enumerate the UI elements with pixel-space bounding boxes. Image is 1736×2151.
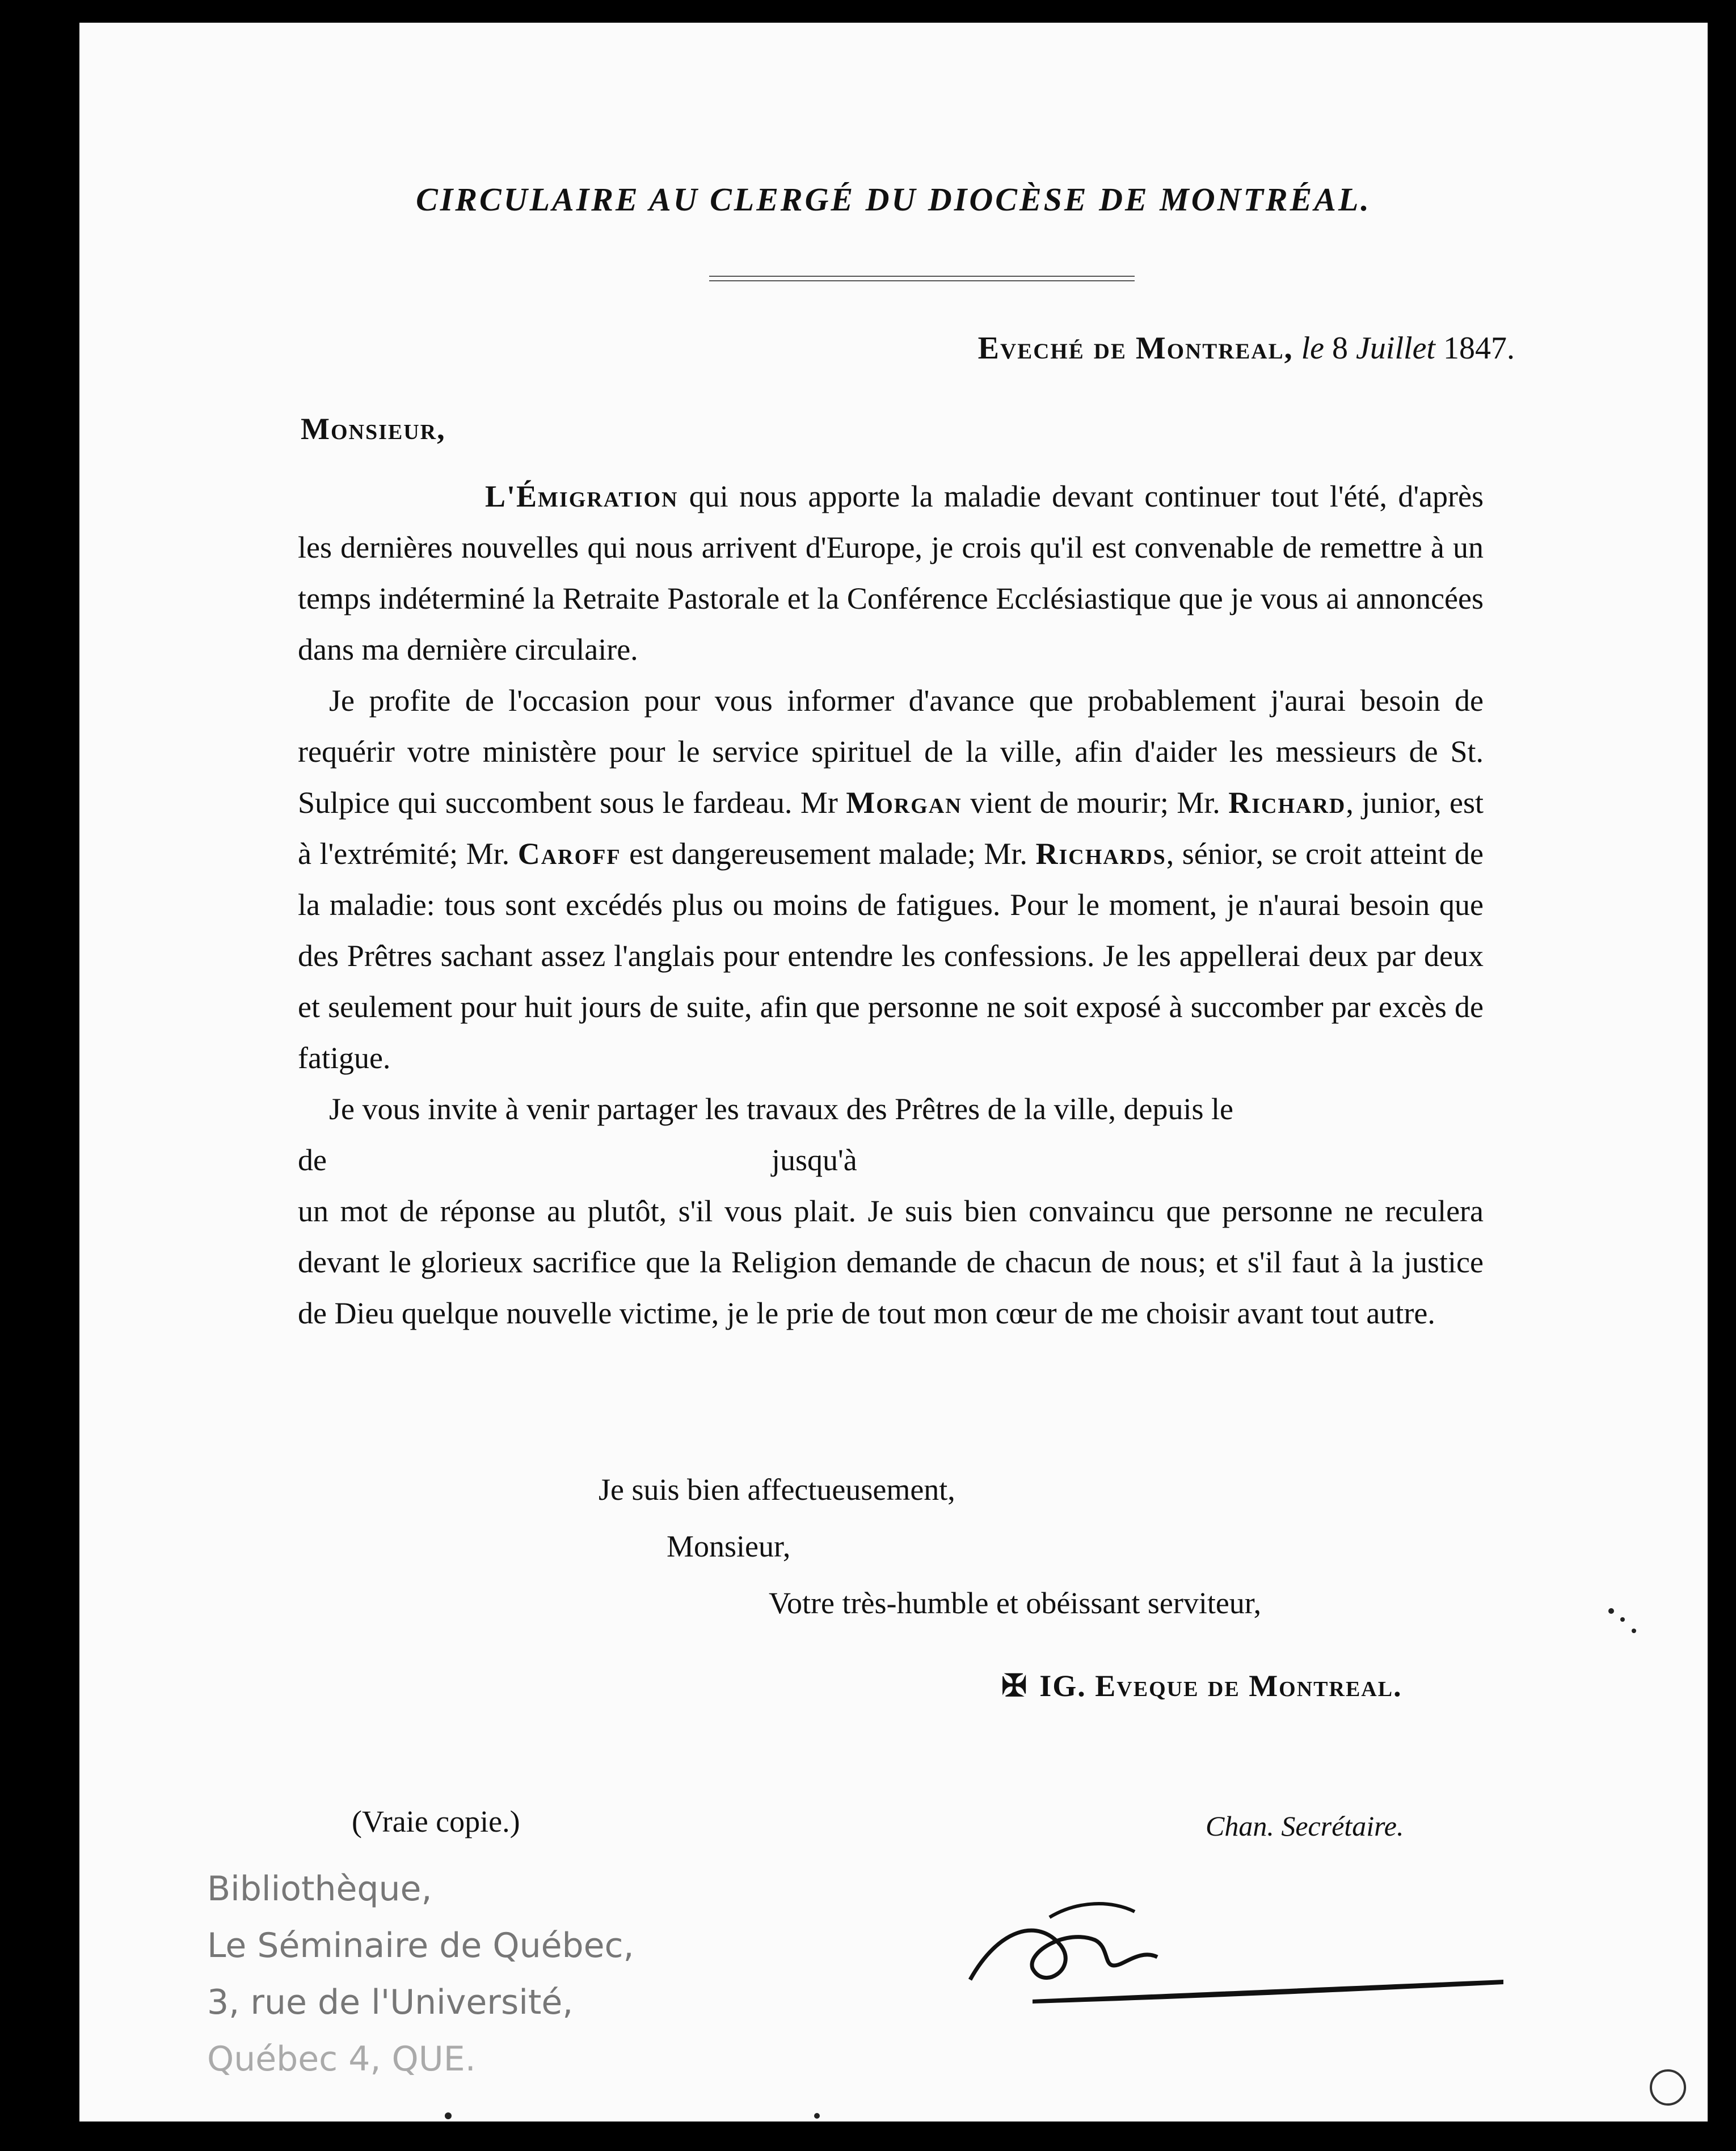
dateline-year: 1847. (1443, 331, 1515, 366)
bishop-signature: IG. Eveque de Montreal. (1039, 1669, 1402, 1703)
closing-line-1: Je suis bien affectueusement, (599, 1473, 955, 1507)
stamp-line-4: Québec 4, QUE. (207, 2039, 476, 2079)
name-richards: Richards (1035, 837, 1166, 871)
dateline-month: Juillet (1356, 331, 1435, 366)
paragraph-3-line-1: Je vous invite à venir partager les travaux des Prêtres de la ville, depuis le (329, 1092, 1233, 1126)
dateline-place: Eveché de Montreal, (977, 331, 1293, 366)
paragraph-2-text-e: , sénior, se croit atteint de la maladie: tous sont excédés plus ou moins de fatigues. Pour le moment, je n'aurai besoin que des Prêtres sachant assez l'anglais pour entendre les confessions. Je les appellerai deux par deux et seulement pour huit jours de suite, afin que personne ne soit exposé à succomber par excès de fatigue. (298, 837, 1484, 1075)
name-caroff: Caroff (517, 837, 621, 871)
paragraph-2-text-d: est dangereusement malade; Mr. (621, 837, 1036, 871)
emigration-lead-word: L'Émigration (485, 479, 679, 513)
dateline-le: le (1301, 331, 1325, 366)
closing-line-2: Monsieur, (667, 1529, 791, 1563)
paper-speck-marks (79, 23, 1708, 2122)
dateline-day: 8 (1332, 331, 1349, 366)
secretary-title: Chan. Secrétaire. (1206, 1810, 1404, 1842)
paragraph-2-text-a: Je profite de l'occasion pour vous informer d'avance que probablement j'aurai besoin de requérir votre ministère pour le service spirituel de la ville, afin d'aider les messieurs de St. Sulpice qui succombent sous le fardeau. Mr (298, 684, 1484, 820)
blank-jusqua-label: jusqu'à (772, 1143, 857, 1177)
paragraph-3-rest: un mot de réponse au plutôt, s'il vous plait. Je suis bien convaincu que personne ne reculera devant le glorieux sacrifice que la Religion demande de chacun de nous; et s'il faut à la justice de Dieu quelque nouvelle victime, je le prie de tout mon cœur de me choisir avant tout autre. (298, 1194, 1484, 1330)
name-morgan: Morgan (846, 786, 962, 820)
paragraph-2-text-c: , junior, est à l'extrémité; Mr. (298, 786, 1484, 871)
stamp-line-3: 3, rue de l'Université, (207, 1983, 574, 2022)
stamp-line-2: Le Séminaire de Québec, (207, 1926, 634, 1966)
stamp-line-1: Bibliothèque, (207, 1869, 432, 1909)
closing-line-3: Votre très-humble et obéissant serviteur, (769, 1586, 1262, 1620)
document-page (79, 23, 1708, 2122)
vraie-copie-note: (Vraie copie.) (352, 1804, 520, 1838)
paragraph-2-text-b: vient de mourir; Mr. (962, 786, 1229, 820)
paragraph-1-text: qui nous apporte la maladie devant continuer tout l'été, d'après les dernières nouvelles qui nous arrivent d'Europe, je crois qu'il est convenable de remettre à un temps indéterminé la Retraite Pastorale et la Conférence Ecclésiastique que je vous ai annoncées dans ma dernière circulaire. (298, 479, 1484, 667)
salutation: Monsieur, (301, 412, 446, 446)
cross-icon: ✠ (1001, 1669, 1027, 1703)
name-richard: Richard (1228, 786, 1346, 820)
document-title: CIRCULAIRE AU CLERGÉ DU DIOCÈSE DE MONTRÉAL. (416, 181, 1371, 218)
blank-de-label: de (298, 1143, 327, 1177)
